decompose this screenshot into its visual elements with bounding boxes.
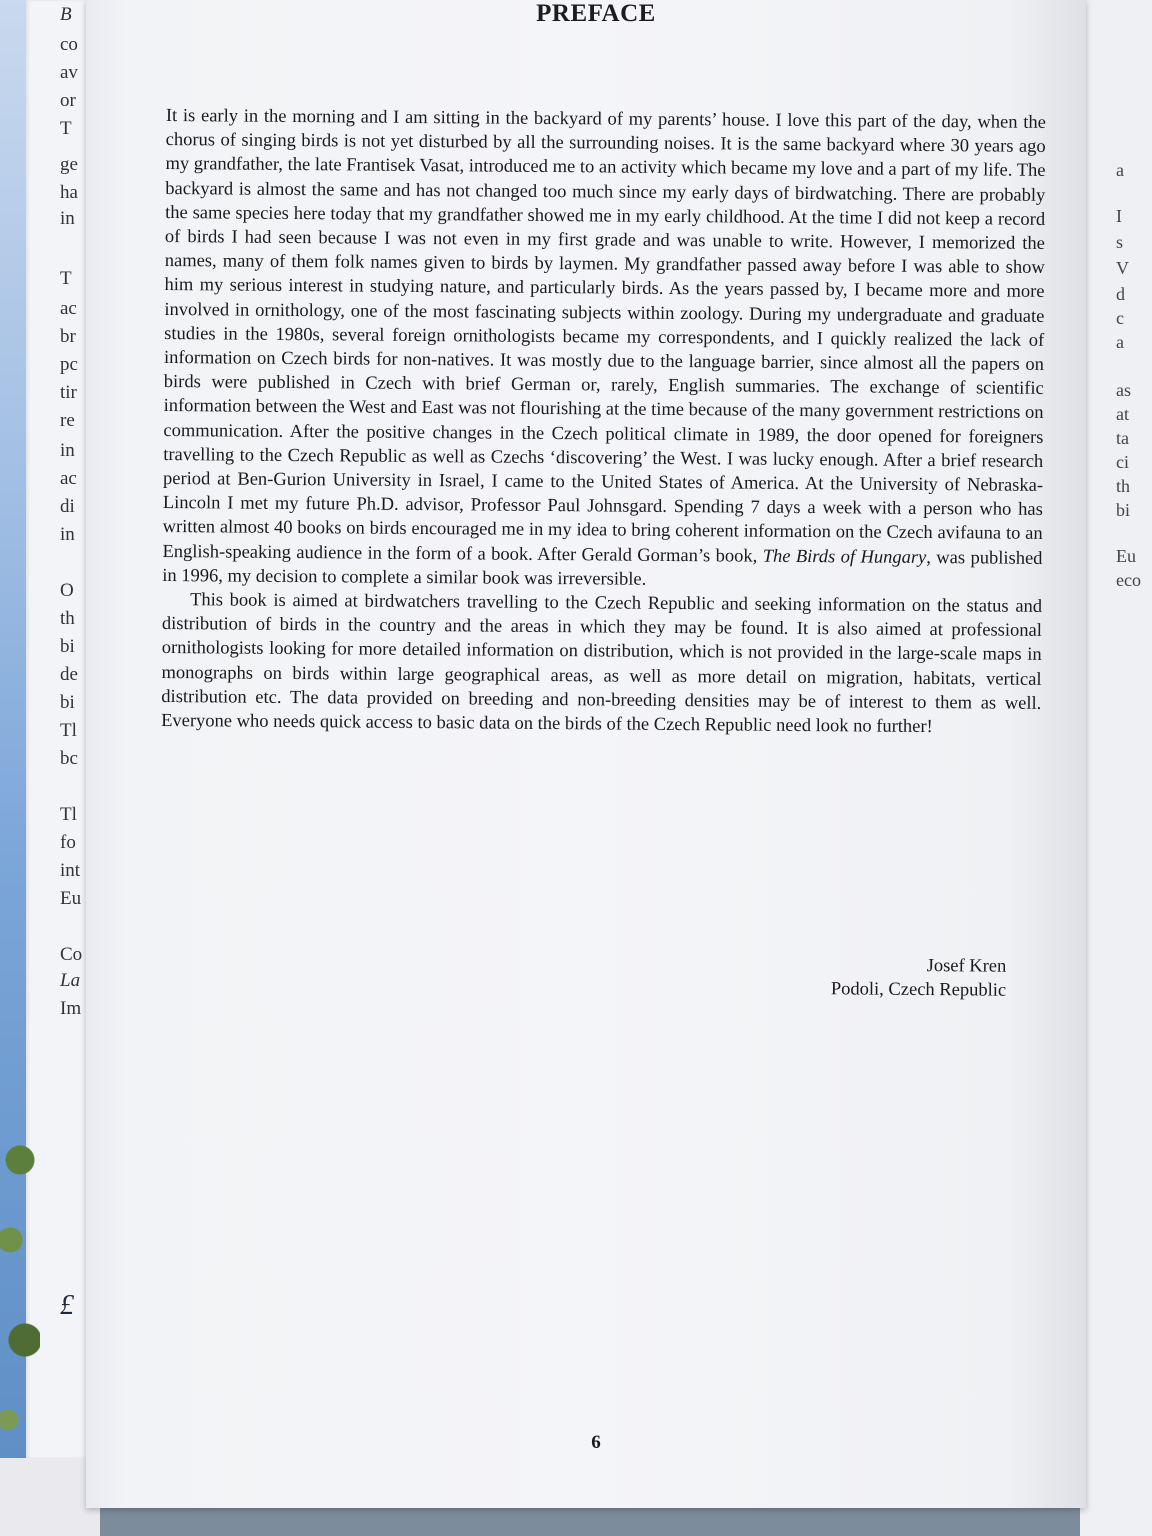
paragraph-2: This book is aimed at birdwatchers travelling to the Czech Republic and seeking information on the status and distribution of birds in the country and the areas in which they may be found. It is also aimed at professional ornithologists looking for more detailed information on distribution, which is not provided in the large-scale maps in monographs on birds within large geographical areas, as well as more detail on migration, habitats, vertical distribution etc. The data provided on breeding and non-breeding densities may be of interest to them as well. Everyone who needs quick access to basic data on the birds of the Czech Republic need look no further! [161,590,1043,738]
table-surface [0,1458,100,1536]
right-fragment: s [1116,232,1124,252]
left-fragment: Eu [60,888,82,909]
left-fragment: pc [60,354,78,375]
left-fragment: La [60,970,81,991]
left-fragment: in [60,208,75,229]
left-fragment: Tl [60,804,77,825]
book-title-italic: The Birds of Hungary [762,546,927,568]
left-fragment: re [60,410,75,431]
author-name: Josef Kren [926,956,1007,977]
left-fragment: tir [60,382,77,403]
left-fragment: bc [60,748,78,769]
page-title: PREFACE [536,0,656,27]
signature-block [831,953,1007,1002]
page-number: 6 [591,1432,601,1453]
left-fragment: fo [60,832,76,853]
left-fragment: bi [60,692,75,713]
right-page-text-fragments [1110,0,1152,700]
left-fragment: int [60,860,81,881]
left-fragment: T [60,118,72,139]
right-fragment: ci [1116,452,1129,472]
author-location: Podoli, Czech Republic [830,979,1006,1001]
left-fragment: ac [60,298,77,319]
left-fragment: de [60,664,78,685]
left-fragment: ac [60,468,77,489]
right-fragment: ta [1116,428,1129,448]
paragraph-1-text: It is early in the morning and I am sitting in the backyard of my parents’ house. I love this part of the day, when the chorus of singing birds is not yet disturbed by all the surrounding noises. It is the same backyard where 30 years ago my grandfather, the late Frantisek Vasat, introduced me to an activity which became my love and a part of my life. The backyard is almost the same and has not changed too much since my early days of birdwatching. There are probably the same species here today that my grandfather showed me in my early childhood. At the time I did not keep a record of birds I had seen because I was not even in my first grade and was unable to write. However, I memorized the names, many of them folk names given to birds by laymen. My grandfather passed away before I was able to show him my serious interest in studying nature, and particularly birds. As the years passed by, I became more and more involved in ornithology, one of the most fascinating subjects within zoology. During my undergraduate and graduate studies in the 1980s, several foreign ornithologists became my correspondents, and I quickly realized the lack of information on Czech birds for non-natives. It was mostly due to the language barrier, since almost all the papers on birds were published in Czech with brief German or, rarely, English summaries. The exchange of scientific information between the West and East was not flourishing at the time because of the many government restrictions on communication. After the positive changes in the Czech political climate in 1989, the door opened for foreigners travelling to the Czech Republic as well as Czechs ‘discovering’ the West. I was lucky enough. After a brief research period at Ben-Gurion University in Israel, I came to the United States of America. At the University of Nebraska-Lincoln I met my future Ph.D. advisor, Professor Paul Johnsgard. Spending 7 days a week with a person who has written almost 40 books on birds encouraged me in my idea to bring coherent information on the Czech avifauna to an English-speaking audience in the form of a book. After Gerald Gorman’s book, [162,105,1046,567]
left-fragment: co [60,34,78,55]
right-fragment: a [1116,332,1124,352]
left-fragment: T [60,268,72,289]
right-fragment: V [1116,258,1129,278]
left-fragment: in [60,524,75,545]
right-fragment: c [1116,308,1124,328]
left-fragment: O [60,580,74,601]
right-fragment: Eu [1116,546,1136,566]
right-fragment: th [1116,476,1131,496]
left-fragment: th [60,608,75,629]
right-fragment: a [1116,160,1124,180]
foliage-image [0,1120,40,1460]
left-fragment: or [60,90,76,111]
paragraph-1-end: , was published in 1996, my decision to complete a similar book was irreversible. [162,547,1043,590]
left-fragment: in [60,440,75,461]
right-fragment: I [1116,206,1122,226]
right-fragment: d [1116,284,1125,304]
left-fragment: bi [60,636,75,657]
preface-page [86,0,1086,1508]
left-fragment: di [60,496,75,517]
right-fragment: at [1116,404,1129,424]
right-fragment: as [1116,380,1131,400]
left-fragment: Tl [60,720,77,741]
price-glyph: £ [60,1290,74,1321]
left-fragment: av [60,62,78,83]
left-fragment: ge [60,154,78,175]
left-fragment: ha [60,182,78,203]
right-fragment: bi [1116,500,1131,520]
left-fragment: Im [60,998,82,1019]
left-fragment: br [60,326,76,347]
preface-body [161,104,1046,740]
left-fragment: B [60,4,72,25]
left-fragment: Co [60,944,83,965]
paragraph-1 [162,104,1046,595]
right-fragment: eco [1116,570,1141,590]
